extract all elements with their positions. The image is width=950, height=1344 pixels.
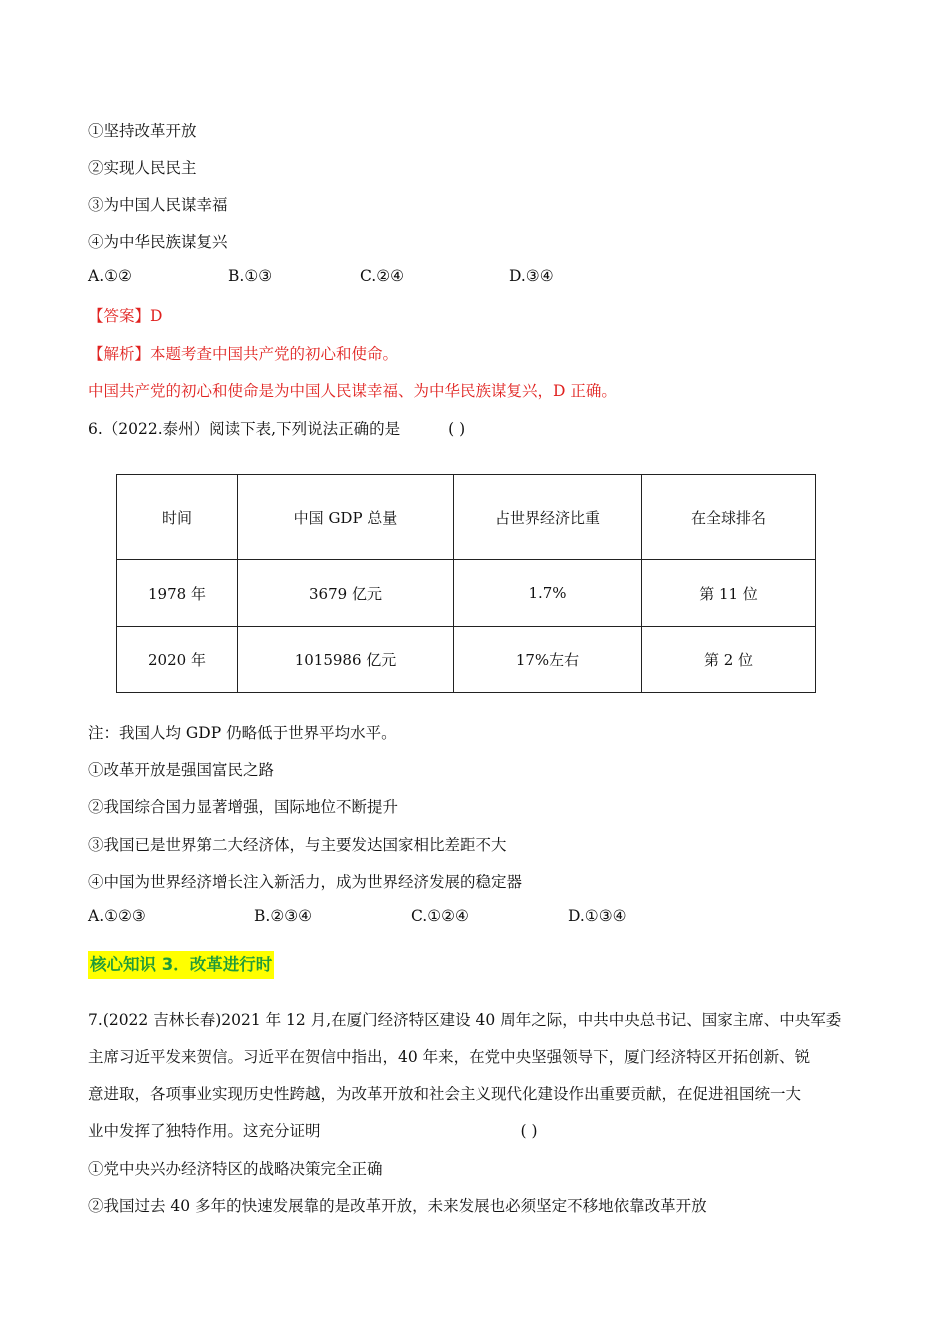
table-header-cell: 占世界经济比重 xyxy=(454,475,642,560)
q5-item-2: ②实现人民民主 xyxy=(88,159,197,177)
q7-stem-line-3: 意进取，各项事业实现历史性跨越，为改革开放和社会主义现代化建设作出重要贡献，在促进祖国统一大 xyxy=(88,1085,802,1103)
q5-option-a: A.①② xyxy=(88,267,132,285)
table-header-row xyxy=(117,475,816,560)
q6-item-3: ③我国已是世界第二大经济体，与主要发达国家相比差距不大 xyxy=(88,836,507,854)
q6-stem xyxy=(88,417,465,439)
q5-option-b: B.①③ xyxy=(228,267,273,285)
q6-item-4: ④中国为世界经济增长注入新活力，成为世界经济发展的稳定器 xyxy=(88,873,523,891)
table-cell: 第 2 位 xyxy=(642,627,816,693)
table-header-cell: 在全球排名 xyxy=(642,475,816,560)
table-cell: 17%左右 xyxy=(454,627,642,693)
q5-item-3: ③为中国人民谋幸福 xyxy=(88,196,228,214)
q5-analysis-2: 中国共产党的初心和使命是为中国人民谋幸福、为中华民族谋复兴，D 正确。 xyxy=(88,382,617,400)
q5-item-4: ④为中华民族谋复兴 xyxy=(88,233,228,251)
q5-option-c: C.②④ xyxy=(360,267,405,285)
table-cell: 第 11 位 xyxy=(642,560,816,627)
q6-option-a: A.①②③ xyxy=(88,907,146,925)
q5-options xyxy=(88,267,554,285)
table-cell: 1015986 亿元 xyxy=(238,627,454,693)
q7-stem-text: 业中发挥了独特作用。这充分证明 xyxy=(88,1122,321,1140)
q5-analysis-1: 【解析】本题考查中国共产党的初心和使命。 xyxy=(88,345,399,363)
q6-options xyxy=(88,907,627,925)
q7-stem-line-2: 主席习近平发来贺信。习近平在贺信中指出，40 年来，在党中央坚强领导下，厦门经济特区开拓创新、锐 xyxy=(88,1048,811,1066)
table-row xyxy=(117,560,816,627)
q6-note: 注：我国人均 GDP 仍略低于世界平均水平。 xyxy=(88,724,397,742)
table-header-cell: 中国 GDP 总量 xyxy=(238,475,454,560)
q6-item-2: ②我国综合国力显著增强，国际地位不断提升 xyxy=(88,798,399,816)
q7-item-1: ①党中央兴办经济特区的战略决策完全正确 xyxy=(88,1160,383,1178)
q7-stem-line-4 xyxy=(88,1119,538,1141)
table-cell: 1978 年 xyxy=(117,560,238,627)
q6-stem-text: 6.（2022.泰州）阅读下表,下列说法正确的是 xyxy=(88,420,401,438)
q5-option-d: D.③④ xyxy=(509,267,554,285)
q7-answer-bracket: ( ) xyxy=(520,1122,538,1140)
q5-item-1: ①坚持改革开放 xyxy=(88,122,197,140)
table-row xyxy=(117,627,816,693)
q6-option-b: B.②③④ xyxy=(254,907,313,925)
q5-answer: 【答案】D xyxy=(88,307,163,325)
table-cell: 1.7% xyxy=(454,560,642,627)
q6-answer-bracket: ( ) xyxy=(448,420,466,438)
table-cell: 2020 年 xyxy=(117,627,238,693)
q7-stem-line-1: 7.(2022 吉林长春)2021 年 12 月,在厦门经济特区建设 40 周年之际，中共中央总书记、国家主席、中央军委 xyxy=(88,1011,842,1029)
q7-item-2: ②我国过去 40 多年的快速发展靠的是改革开放，未来发展也必须坚定不移地依靠改革开放 xyxy=(88,1197,707,1215)
q6-option-d: D.①③④ xyxy=(568,907,627,925)
q6-option-c: C.①②④ xyxy=(411,907,469,925)
table-cell: 3679 亿元 xyxy=(238,560,454,627)
section-heading: 核心知识 3．改革进行时 xyxy=(88,951,274,979)
gdp-table xyxy=(116,474,816,693)
table-header-cell: 时间 xyxy=(117,475,238,560)
q6-item-1: ①改革开放是强国富民之路 xyxy=(88,761,275,779)
